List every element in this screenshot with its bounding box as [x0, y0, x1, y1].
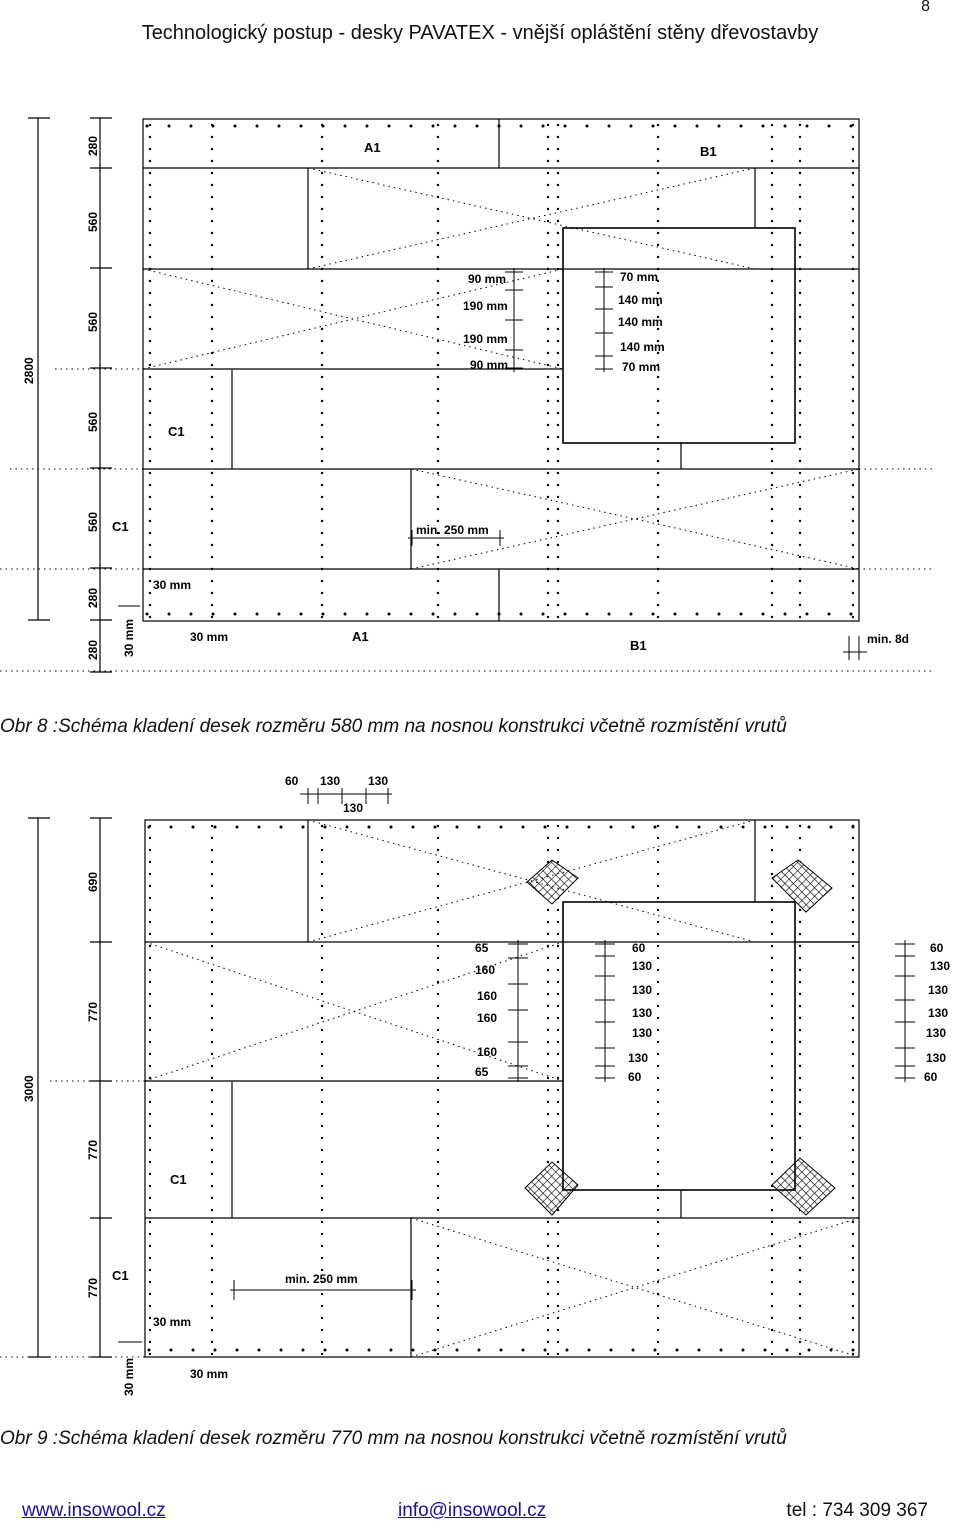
fig9-far-right-spacing-6: 130	[926, 1051, 947, 1065]
fig8-label-b1-bottom: B1	[630, 638, 647, 653]
figure-8-caption: Obr 8 :Schéma kladení desek rozměru 580 mm na nosnou konstrukci včetně rozmístění vrutů	[0, 716, 787, 737]
fig9-dim-2: 770	[86, 1001, 100, 1022]
fig8-label-a1-top: A1	[364, 140, 381, 155]
fig9-label-c1-side: C1	[112, 1268, 129, 1283]
fig8-label-a1-bottom: A1	[352, 629, 369, 644]
fig9-right-spacing-5: 130	[632, 1026, 653, 1040]
fig8-left-spacing-4: 90 mm	[470, 358, 509, 372]
phone-number: tel : 734 309 367	[786, 1500, 928, 1521]
fig9-dim-1: 690	[86, 871, 100, 892]
fig9-edge-side: 30 mm	[122, 1357, 136, 1396]
website-link[interactable]: www.insowool.cz	[22, 1500, 166, 1521]
fig9-dim-4: 770	[86, 1277, 100, 1298]
fig8-label-b1-top: B1	[700, 144, 717, 159]
fig9-left-spacing-5: 160	[477, 1045, 498, 1059]
fig9-far-right-spacing-5: 130	[926, 1026, 947, 1040]
fig9-far-right-spacing-3: 130	[928, 983, 949, 997]
fig9-left-spacing-6: 65	[475, 1065, 489, 1079]
fig9-min-overlap: min. 250 mm	[285, 1272, 358, 1286]
fig8-dim-4: 560	[86, 411, 100, 432]
fig8-dim-6: 280	[86, 587, 100, 608]
fig9-edge-vertical: 30 mm	[153, 1315, 192, 1329]
fig9-top-spacing-a: 60	[285, 774, 299, 788]
fig9-top-spacing-c: 130	[343, 801, 364, 815]
fig9-left-spacing-4: 160	[477, 1011, 498, 1025]
fig9-far-right-spacing-1: 60	[930, 941, 944, 955]
figure-9-drawing	[0, 760, 960, 1410]
fig8-edge-horizontal: 30 mm	[190, 630, 229, 644]
fig8-left-spacing-3: 190 mm	[463, 332, 508, 346]
fig9-right-spacing-7: 60	[628, 1070, 642, 1084]
fig8-dim-3: 560	[86, 311, 100, 332]
fig8-right-spacing-5: 70 mm	[622, 360, 661, 374]
figure-8-drawing	[0, 0, 960, 700]
fig9-right-spacing-3: 130	[632, 983, 653, 997]
fig9-right-spacing-1: 60	[632, 941, 646, 955]
fig8-edge-side: 30 mm	[122, 618, 136, 657]
fig9-dim-3: 770	[86, 1139, 100, 1160]
fig8-label-c1-mid: C1	[168, 424, 185, 439]
page-number: 8	[921, 0, 930, 15]
fig8-min-8d: min. 8d	[867, 632, 910, 646]
header-title: Technologický postup - desky PAVATEX - vnější opláštění stěny dřevostavby	[141, 22, 819, 44]
fig9-edge-horizontal: 30 mm	[190, 1367, 229, 1381]
figure-9-caption: Obr 9 :Schéma kladení desek rozměru 770 mm na nosnou konstrukci včetně rozmístění vrutů	[0, 1428, 787, 1449]
fig9-top-spacing-d: 130	[368, 774, 389, 788]
fig9-far-right-spacing-2: 130	[930, 959, 951, 973]
fig8-left-spacing-2: 190 mm	[463, 299, 508, 313]
fig8-total-height: 2800	[22, 357, 36, 384]
fig8-dim-7: 280	[86, 639, 100, 660]
fig8-min-overlap: min. 250 mm	[416, 523, 489, 537]
fig8-right-spacing-1: 70 mm	[620, 270, 659, 284]
fig9-left-spacing-2: 160	[475, 963, 496, 977]
fig9-left-spacing-1: 65	[475, 941, 489, 955]
fig9-label-c1-mid: C1	[170, 1172, 187, 1187]
fig8-right-spacing-2: 140 mm	[618, 293, 663, 307]
fig9-total-height: 3000	[22, 1075, 36, 1102]
fig9-right-spacing-4: 130	[632, 1006, 653, 1020]
fig9-right-spacing-6: 130	[628, 1051, 649, 1065]
fig8-dim-5: 560	[86, 511, 100, 532]
fig9-left-spacing-3: 160	[477, 989, 498, 1003]
fig9-top-spacing-b: 130	[320, 774, 341, 788]
fig8-label-c1-side: C1	[112, 519, 129, 534]
fig9-right-spacing-2: 130	[632, 959, 653, 973]
fig8-dim-1: 280	[86, 135, 100, 156]
email-link[interactable]: info@insowool.cz	[398, 1500, 547, 1521]
fig8-right-spacing-3: 140 mm	[618, 315, 663, 329]
fig8-right-spacing-4: 140 mm	[620, 340, 665, 354]
fig9-far-right-spacing-4: 130	[928, 1006, 949, 1020]
fig8-left-spacing-1: 90 mm	[468, 272, 507, 286]
fig8-edge-vertical: 30 mm	[153, 578, 192, 592]
fig8-dim-2: 560	[86, 211, 100, 232]
fig9-far-right-spacing-7: 60	[924, 1070, 938, 1084]
